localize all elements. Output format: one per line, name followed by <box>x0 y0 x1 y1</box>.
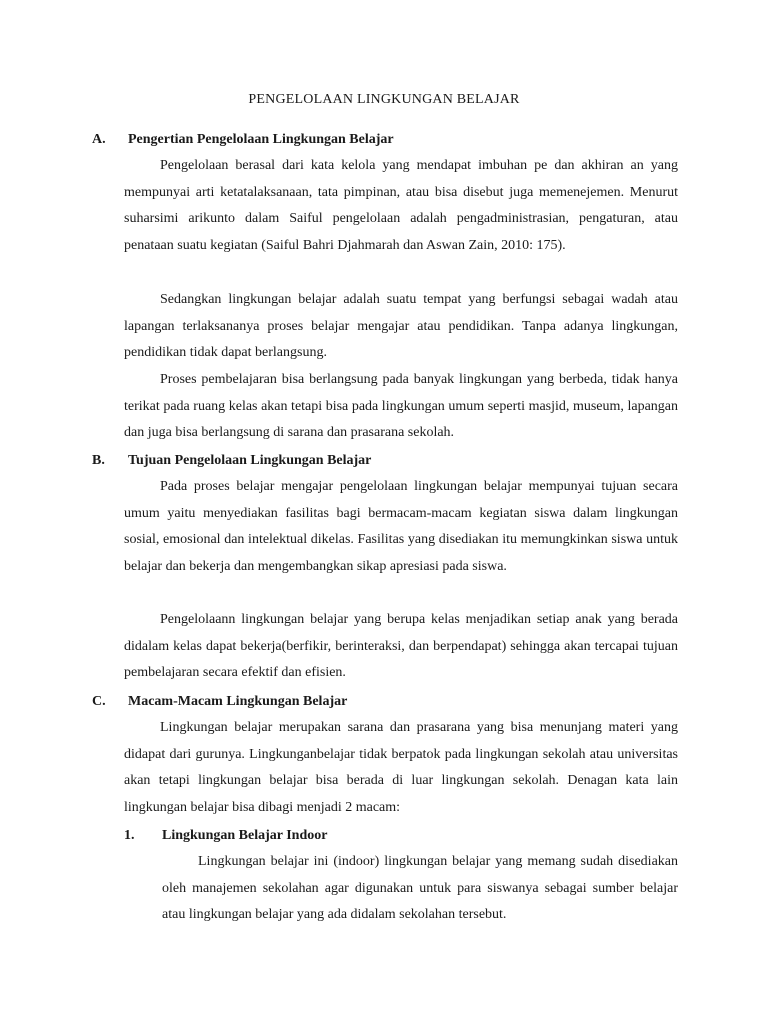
subsection-1-title: Lingkungan Belajar Indoor <box>162 828 328 843</box>
section-a-paragraph-1: Pengelolaan berasal dari kata kelola yang mendapat imbuhan pe dan akhiran an yang mempunyai arti ketatalaksanaan, tata pimpinan, atau bisa disebut juga memenejemen. Menurut suharsimi arikunto dalam Saiful pengelolaan adalah pengadministrasian, pengaturan, atau penataan suatu kegiatan (Saiful Bahri Djahmarah dan Aswan Zain, 2010: 175). <box>124 158 678 253</box>
section-a-paragraph-2: Sedangkan lingkungan belajar adalah suatu tempat yang berfungsi sebagai wadah atau lapangan terlaksananya proses belajar mengajar atau pendidikan. Tanpa adanya lingkungan, pendidikan tidak dapat berlangsung. <box>124 292 678 361</box>
section-a-paragraph-3: Proses pembelajaran bisa berlangsung pada banyak lingkungan yang berbeda, tidak hanya terikat pada ruang kelas akan tetapi bisa pada lingkungan umum seperti masjid, museum, lapangan dan juga bisa berlangsung di sarana dan prasarana sekolah. <box>124 372 678 441</box>
document-title: PENGELOLAAN LINGKUNGAN BELAJAR <box>248 92 520 107</box>
section-a-letter: A. <box>92 132 106 147</box>
subsection-1-number: 1. <box>124 828 135 843</box>
section-b-paragraph-2: Pengelolaann lingkungan belajar yang berupa kelas menjadikan setiap anak yang berada didalam kelas dapat bekerja(berfikir, berinteraksi, dan berpendapat) sehingga akan tercapai tujuan pembelajaran secara efektif dan efisien. <box>124 612 678 681</box>
section-c-title: Macam-Macam Lingkungan Belajar <box>128 694 348 709</box>
section-c-letter: C. <box>92 694 106 709</box>
subsection-1-paragraph-1: Lingkungan belajar ini (indoor) lingkungan belajar yang memang sudah disediakan oleh manajemen sekolahan agar digunakan untuk para siswanya sebagai sumber belajar atau lingkungan belajar yang ada didalam sekolahan tersebut. <box>162 854 678 923</box>
section-b-title: Tujuan Pengelolaan Lingkungan Belajar <box>128 453 372 468</box>
section-a-title: Pengertian Pengelolaan Lingkungan Belajar <box>128 132 394 147</box>
section-b-letter: B. <box>92 453 105 468</box>
section-b-paragraph-1: Pada proses belajar mengajar pengelolaan lingkungan belajar mempunyai tujuan secara umum yaitu menyediakan fasilitas bagi bermacam-macam kegiatan siswa dalam lingkungan sosial, emosional dan intelektual dikelas. Fasilitas yang disediakan itu memungkinkan siswa untuk belajar dan bekerja dan mengembangkan sikap apresiasi pada siswa. <box>124 479 678 574</box>
section-c-paragraph-1: Lingkungan belajar merupakan sarana dan prasarana yang bisa menunjang materi yang didapat dari gurunya. Lingkunganbelajar tidak berpatok pada lingkungan sekolah atau universitas akan tetapi lingkungan belajar bisa berada di luar lingkungan sekolah. Denagan kata lain lingkungan belajar bisa dibagi menjadi 2 macam: <box>124 720 678 815</box>
